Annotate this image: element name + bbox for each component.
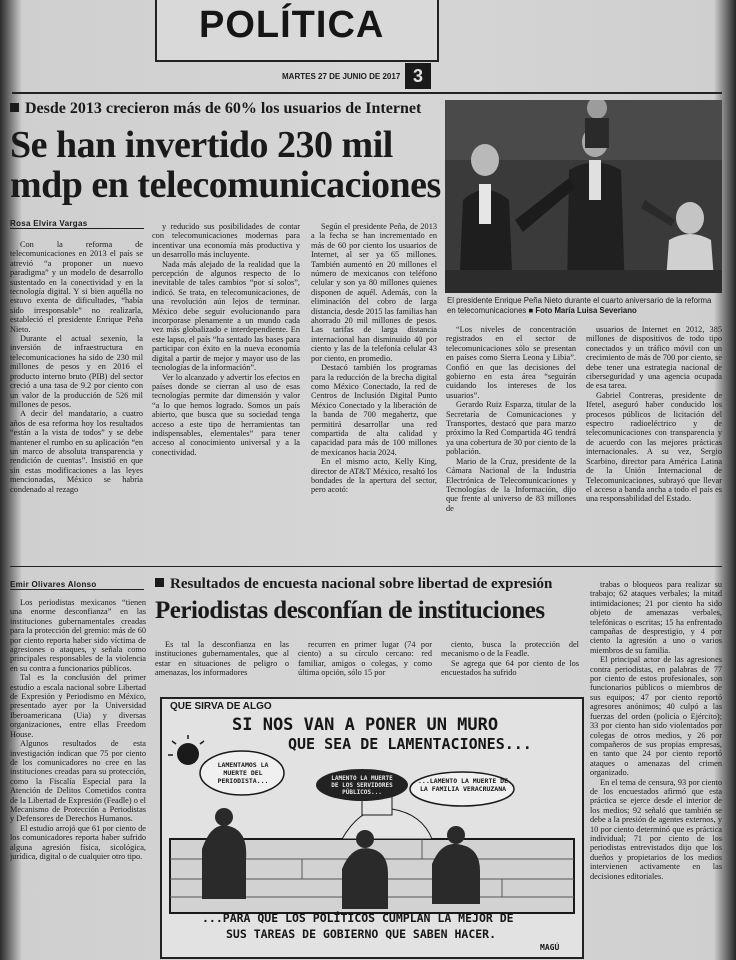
story1-column-1 — [10, 240, 143, 552]
paragraph: Tal es la conclusión del primer estudio a escala nacional sobre Libertad de Expresión y Periodismo en México, presentado ayer por la Universidad Iberoamericana (Uia) y diversas organizaciones, entre ellas Freedom House. — [10, 673, 146, 739]
section-title: POLÍTICA — [199, 4, 385, 46]
paragraph: usuarios de Internet en 2012, 385 millones de dispositivos de todo tipo conectados y un tráfico móvil con un crecimiento de más de 700 por ciento, se debe tener una estrategia nacional de ciberseguridad y una agencia ocupada de esa tarea. — [586, 325, 722, 391]
paragraph: Los periodistas mexicanos “tienen una enorme desconfianza” en las instituciones gubernamentales creadas para la protección del gremio: más de 60 por ciento reporta haber sido víctima de agresiones o ataques, y señala como principales responsables de la violencia en su contra a funcionarios públicos. — [10, 598, 146, 673]
story2-col3-text — [298, 640, 432, 678]
caption-text: El presidente Enrique Peña Nieto durante el cuarto aniversario de la reforma en telecomunicaciones — [447, 296, 712, 315]
bullet-square-icon — [10, 103, 19, 112]
page-date: MARTES 27 DE JUNIO DE 2017 — [282, 72, 401, 81]
paragraph: Gabriel Contreras, presidente de Ifetel, aseguró haber conducido los procesos públicos de licitación del espectro radioeléctrico y de telecomunicaciones con transparencia y de acuerdo con las mejores prácticas internacionales. A su vez, Sergio Scarbino, director para América Latina de la Unión Internacional de Telecomunicaciones, subrayó que llevar el acceso a banda ancha a todo el país es una responsabilidad del Estado. — [586, 390, 722, 504]
cartoon-bubble-1: LAMENTAMOS LA MUERTE DEL PERIODISTA... — [217, 761, 269, 785]
section-masthead — [155, 0, 439, 62]
paragraph: Según el presidente Peña, de 2013 a la fecha se han incrementado en más de 60 por ciento los usuarios de Internet, al ser ya 65 millones. También aumentó en 20 millones el número de mexicanos con teléfono celular y son ya 80 millones quienes disponen de aquél. Además, con la eliminación del cobro de larga distancia, desde 2015 las familias han ahorrado 20 mil millones de pesos. Las tarifas de larga distancia internacional han disminuido 40 por ciento y las de la telefonía celular 43 por ciento, en promedio. — [311, 222, 437, 363]
story1-column-4 — [446, 325, 576, 552]
story1-headline — [10, 126, 441, 206]
cartoon-text-line1: SI NOS VAN A PONER UN MURO — [232, 715, 499, 735]
paragraph: “Los niveles de concentración registrados en el sector de telecomunicaciones sólo se presentan en países como Sierra Leona y Libia”. Confió en que las decisiones del gobierno en esta área “seguirán cuidando los intereses de los usuarios”. — [446, 325, 576, 400]
story1-column-3 — [311, 222, 437, 552]
bullet-square-icon — [155, 578, 164, 587]
paragraph: recurren en primer lugar (74 por ciento) a su círculo cercano: red familiar, amigos o colegas, y como última opción, sólo 15 por — [298, 640, 432, 678]
story2-col2-text — [155, 640, 289, 678]
story2-column-2 — [155, 640, 289, 692]
story2-kicker-text: Resultados de encuesta nacional sobre libertad de expresión — [170, 576, 553, 592]
story2-col4-text — [441, 640, 579, 678]
story2-col5-text — [590, 580, 722, 881]
paragraph: Durante el actual sexenio, la inversión de infraestructura en telecomunicaciones ha sido de 230 mil millones de pesos y en 2016 el producto interno bruto (PIB) del sector creció a una tasa de 9.2 por ciento con un valor de la producción de 526 mil millones de pesos. — [10, 334, 143, 409]
caption-credit: Foto María Luisa Severiano — [535, 305, 637, 315]
story2-headline: Periodistas desconfían de instituciones — [155, 597, 545, 624]
editorial-cartoon — [160, 697, 584, 959]
story2-byline: Emir Olivares Alonso — [10, 580, 144, 590]
cartoon-title: QUE SIRVA DE ALGO — [170, 701, 272, 712]
news-photo — [445, 100, 722, 293]
paragraph: El estudio arrojó que 61 por ciento de los comunicadores reporta haber sufrido alguna agresión física, sicológica, jurídica, digital o de cualquier otro tipo. — [10, 823, 146, 861]
story1-kicker-text: Desde 2013 crecieron más de 60% los usuarios de Internet — [25, 100, 422, 117]
paragraph: Ver lo alcanzado y advertir los efectos en países donde se cierran al uso de esas tecnologías permite dar dimensión y valor “a lo que hemos logrado. Somos un país abierto, que busca que su sociedad tenga acceso a este tipo de herramientas tan indispensables, elementales” para tener acceso al conocimiento universal y a la conectividad. — [152, 372, 300, 457]
story2-column-5 — [590, 580, 722, 956]
cartoonist-signature: MAGÚ — [540, 943, 560, 952]
story1-col1-text — [10, 240, 143, 494]
story1-column-5 — [586, 325, 722, 552]
story1-col2-text — [152, 222, 300, 457]
page-number: 3 — [405, 63, 431, 89]
story2-column-1 — [10, 598, 146, 956]
paragraph: Algunos resultados de esta investigación indican que 75 por ciento de los comunicadores no cree en las instituciones creadas para su protección, como la Fiscalía Especial para la Atención de Delitos Cometidos contra de la Libertad de Expresión (Feadle) o el Mecanismo de Protección a Periodistas y Defensores de Derechos Humanos. — [10, 739, 146, 824]
story1-col3-text — [311, 222, 437, 495]
story1-col4-text — [446, 325, 576, 513]
paragraph: ciento, busca la protección del mecanismo o de la Feadle. — [441, 640, 579, 659]
paragraph: y reducido sus posibilidades de contar con telecomunicaciones modernas para incentivar una economía más productiva y un desarrollo más incluyente. — [152, 222, 300, 260]
paragraph: Nada más alejado de la realidad que la percepción de algunos respecto de lo inevitable de tales cambios “por sí solos”, indicó. Se trata, en telecomunicaciones, de una revolución aún lejos de terminar. México debe seguir evolucionando para incorporase plenamente a un mundo cada vez más globalizado e interdependiente. En este lapso, el país “ha sentado las bases para participar con éxito en la nueva economía digital a partir de mejor y mayor uso de las tecnologías de la información”. — [152, 259, 300, 373]
story2-kicker — [155, 576, 552, 593]
paragraph: Con la reforma de telecomunicaciones en 2013 el país se atrevió “a proponer un nuevo paradigma” y un modelo de desarrollo sustentado en la conectividad y en la tecnología digital. Y si bien aquélla no estuvo exenta de dificultades, “había sido irresponsable” no realizarla, estableció el presidente Enrique Peña Nieto. — [10, 240, 143, 334]
cartoon-bubble-3: ...LAMENTO LA MUERTE DE LA FAMILIA VERACRUZANA — [418, 777, 509, 793]
photo-caption — [447, 296, 722, 315]
top-divider — [12, 92, 722, 94]
paragraph: El principal actor de las agresiones contra periodistas, en palabras de 77 por ciento de estos profesionales, son funcionarios públicos o miembros de sus equipos; 47 por ciento reportó agresores anónimos; 40 culpó a las fuerzas del orden (policía o Ejército); 33 por ciento han sido violentados por colegas de otros medios, y 26 por compañeros de sus propias empresas, en tanto que 24 por ciento reportó ataques o amenazas del crimen organizado. — [590, 655, 722, 778]
story-divider — [10, 566, 722, 567]
paragraph: En el mismo acto, Kelly King, director de AT&T México, resaltó los bondades de la apertura del sector, pero acotó: — [311, 457, 437, 495]
cartoon-text-line2: QUE SEA DE LAMENTACIONES... — [288, 735, 532, 753]
story1-column-2 — [152, 222, 300, 552]
paragraph: Es tal la desconfianza en las instituciones gubernamentales, que al estar en situaciones de peligro o amenazas, los informadores — [155, 640, 289, 678]
paragraph: Destacó también los programas para la reducción de la brecha digital como México Conectado, la red de Centros de Inclusión Digital Punto México Conectado y la liberación de la banda de 700 megahertz, que permitirá desarrollar una red compartida de alta calidad y capacidad para más de 100 millones de mexicanos hacia 2024. — [311, 363, 437, 457]
story2-column-3 — [298, 640, 432, 692]
cartoon-caption-line2: SUS TAREAS DE GOBIERNO QUE SABEN HACER. — [226, 927, 497, 941]
cartoon-bubble-2: LAMENTO LA MUERTE DE LOS SERVIDORES PÚBLICOS... — [331, 775, 393, 796]
story1-headline-line1: Se han invertido 230 mil — [10, 124, 393, 166]
story1-kicker — [10, 100, 421, 118]
paragraph: Se agrega que 64 por ciento de los encuestados ha sufrido — [441, 658, 579, 678]
cartoon-caption-line1: ...PARA QUE LOS POLÍTICOS CUMPLAN LA MEJOR DE — [202, 911, 514, 925]
story1-col5-text — [586, 325, 722, 504]
paragraph: Gerardo Ruiz Esparza, titular de la Secretaría de Comunicaciones y Transportes, destacó que para marzo próximo la Red Compartida 4G tendrá ya una cobertura de 30 por ciento de la población. — [446, 400, 576, 457]
paragraph: A decir del mandatario, a cuatro años de esa reforma hoy los resultados “están a la vista de todos” y se debe mantener el rumbo en su aplicación “en un marco de absoluta transparencia y rendición de cuentas”. Insistió en que sin estas modificaciones a las leyes mencionadas, México se habría condenado al rezago — [10, 409, 143, 494]
caption-square-icon: ■ — [528, 305, 534, 315]
story2-column-4 — [441, 640, 579, 692]
paragraph: trabas o bloqueos para realizar su trabajo; 62 ataques verbales; la mitad intimidaciones; 21 por ciento ha sido objeto de amenazas verbales, telefónicas o escritas; 15 ha enfrentado campañas de desprestigio, y 4 por ciento la agresión a uno o varios miembros de su familia. — [590, 580, 722, 655]
paragraph: Mario de la Cruz, presidente de la Cámara Nacional de la Industria Electrónica de Telecomunicaciones y Tecnologías de la Información, dijo que frente al universo de 83 millones de — [446, 456, 576, 513]
story1-headline-line2: mdp en telecomunicaciones — [10, 163, 441, 206]
paragraph: En el tema de censura, 93 por ciento de los encuestados afirmó que esta práctica se ejerce desde el interior de los medios; 92 señaló que también se debe a la presión de agentes externos, y 10 por ciento determinó que es práctica individual; 71 por ciento de los periodistas entrevistados dijo que los dueños y propietarios de los medios intervienen activamente en las decisiones editoriales. — [590, 777, 722, 881]
story1-byline: Rosa Elvira Vargas — [10, 219, 144, 229]
story2-col1-text — [10, 598, 146, 861]
